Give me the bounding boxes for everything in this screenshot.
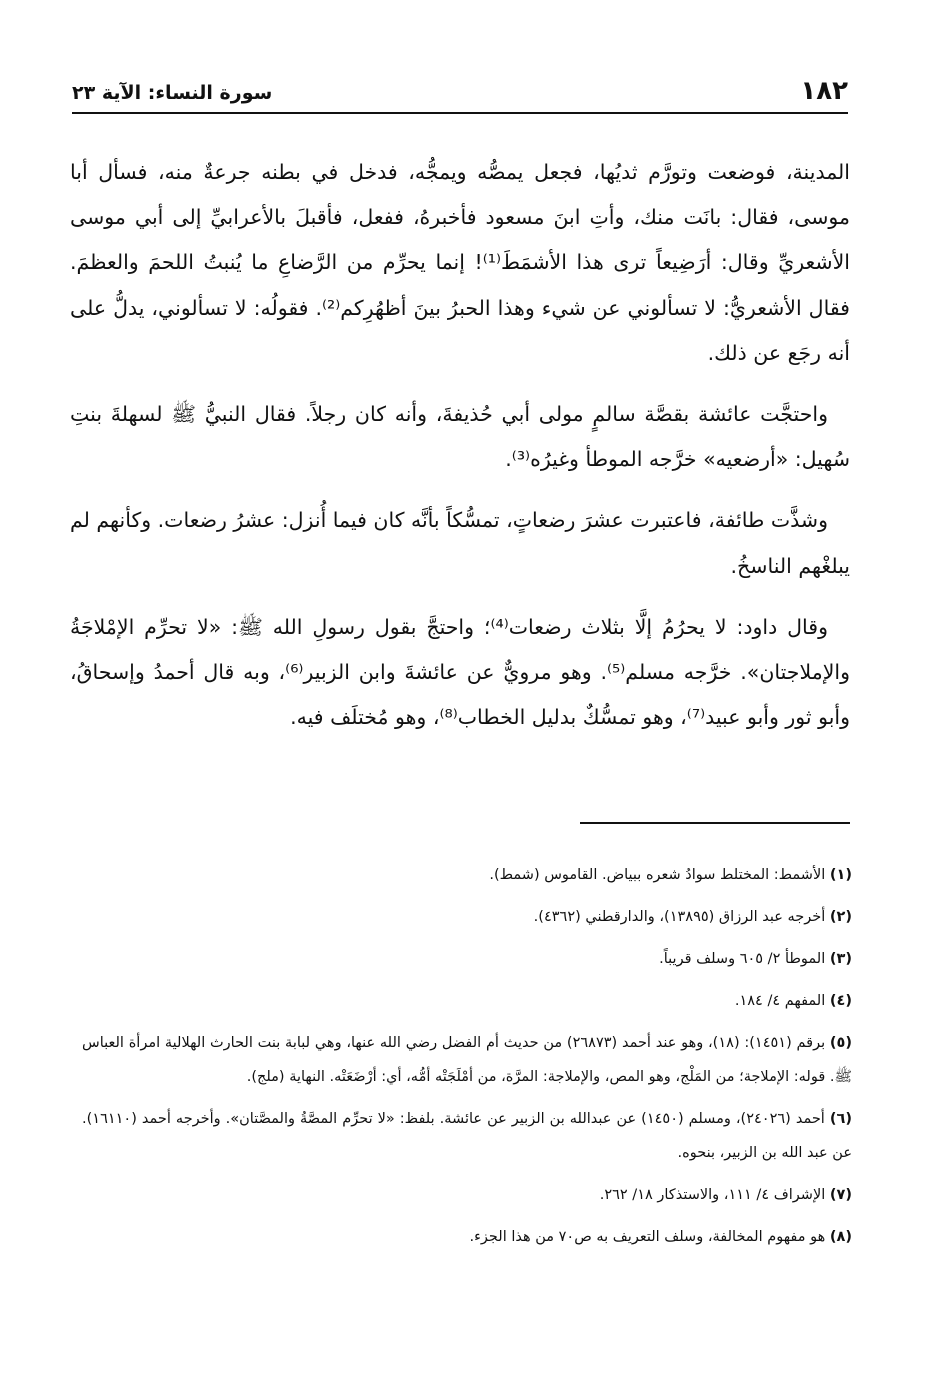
footnote-number: (٣) (829, 951, 852, 967)
footnote-number: (٦) (829, 1111, 852, 1127)
page-number: ١٨٢ (800, 76, 848, 106)
footnote-number: (٢) (829, 909, 852, 925)
footnote-text: برقم (١٤٥١): (١٨)، وهو عند أحمد (٢٦٨٧٣) من حديث أم الفضل رضي الله عنها، وهي لبابة بنت الحارث الهلالية امرأة العباس ﷺ. قوله: الإملاجة؛ من المَلْج، وهو المص، والإملاجة: المرَّة، من أمْلَجَتْه أمُّه، أي: أرْضَعَتْه. النهاية (ملج). (82, 1035, 852, 1085)
footnote-text: أخرجه عبد الرزاق (١٣٨٩٥)، والدارقطني (٤٣٦٢). (533, 909, 826, 925)
running-title: سورة النساء: الآية ٢٣ (72, 82, 273, 104)
footnote (82, 1102, 852, 1170)
footnote-number: (٨) (829, 1229, 852, 1245)
paragraph: المدينة، فوضعت وتورَّم ثديُها، فجعل يمصُّه ويمجُّه، فدخل في بطنه جرعةٌ منه، فسأل أبا موسى، فقال: بانَت منك، وأتِ ابنَ مسعود فأخبرهُ، ففعل، فأقبلَ بالأعرابيِّ إلى أبي موسى الأشعريِّ وقال: أرَضِيعاً ترى هذا الأشمَطَ⁽¹⁾! إنما يحرِّم من الرَّضاعِ ما يُنبتُ اللحمَ والعظمَ. فقال الأشعريُّ: لا تسألوني عن شيء وهذا الحبرُ بينَ أظهُرِكم⁽²⁾. فقولُه: لا تسألوني، يدلُّ على أنه رجَع عن ذلك. (70, 160, 851, 365)
footnotes (82, 858, 852, 1262)
footnote-number: (٧) (829, 1187, 852, 1203)
footnote-number: (٤) (829, 993, 852, 1009)
footnote (82, 1178, 852, 1212)
main-text (70, 150, 850, 756)
footnote-number: (١) (829, 867, 852, 883)
footnote-text: أحمد (٢٤٠٢٦)، ومسلم (١٤٥٠) عن عبدالله بن الزبير عن عائشة. بلفظ: «لا تحرِّم المصَّةُ والمصَّتان». وأخرجه أحمد (١٦١١٠). عن عبد الله بن الزبير، بنحوه. (82, 1111, 852, 1161)
footnote (82, 858, 852, 892)
footnote-text: الأشمط: المختلط سوادُ شعره ببياض. القاموس (شمط). (489, 867, 826, 883)
header-divider (72, 112, 848, 114)
footnote-text: الإشراف ٤/ ١١١، والاستذكار ١٨/ ٢٦٢. (599, 1187, 826, 1203)
page-header (72, 70, 848, 106)
paragraph: واحتجَّت عائشة بقصَّة سالمٍ مولى أبي حُذيفةَ، وأنه كان رجلاً. فقال النبيُّ ﷺ لسهلةَ بنتِ سُهيل: «أرضعيه» خرَّجه الموطأ وغيرُه⁽³⁾. (70, 402, 850, 472)
paragraph: وقال داود: لا يحرُمُ إلَّا بثلاث رضعات⁽⁴⁾؛ واحتجَّ بقول رسولِ الله ﷺ: «لا تحرِّم الإمْلاجَةُ والإملاجتان». خرَّجه مسلم⁽⁵⁾. وهو مرويٌّ عن عائشةَ وابن الزبير⁽⁶⁾، وبه قال أحمدُ وإسحاقُ، وأبو ثور وأبو عبيد⁽⁷⁾، وهو تمسُّكٌ بدليل الخطاب⁽⁸⁾، وهو مُختلَف فيه. (70, 614, 850, 730)
footnote (82, 942, 852, 976)
footnote-text: المفهم ٤/ ١٨٤. (734, 993, 826, 1009)
footnote-text: الموطأ ٢/ ٦٠٥ وسلف قريباً. (659, 951, 826, 967)
footnote-text: هو مفهوم المخالفة، وسلف التعريف به ص٧٠ من هذا الجزء. (469, 1229, 826, 1245)
paragraph: وشذَّت طائفة، فاعتبرت عشرَ رضعاتٍ، تمسُّكاً بأنَّه كان فيما أُنزل: عشرُ رضعات. وكأنهم لم يبلغْهم الناسخُ. (70, 508, 850, 578)
footnote (82, 984, 852, 1018)
footnote (82, 1220, 852, 1254)
footnote (82, 1026, 852, 1094)
footnote (82, 900, 852, 934)
footnote-divider (580, 822, 850, 824)
footnote-number: (٥) (829, 1035, 853, 1051)
